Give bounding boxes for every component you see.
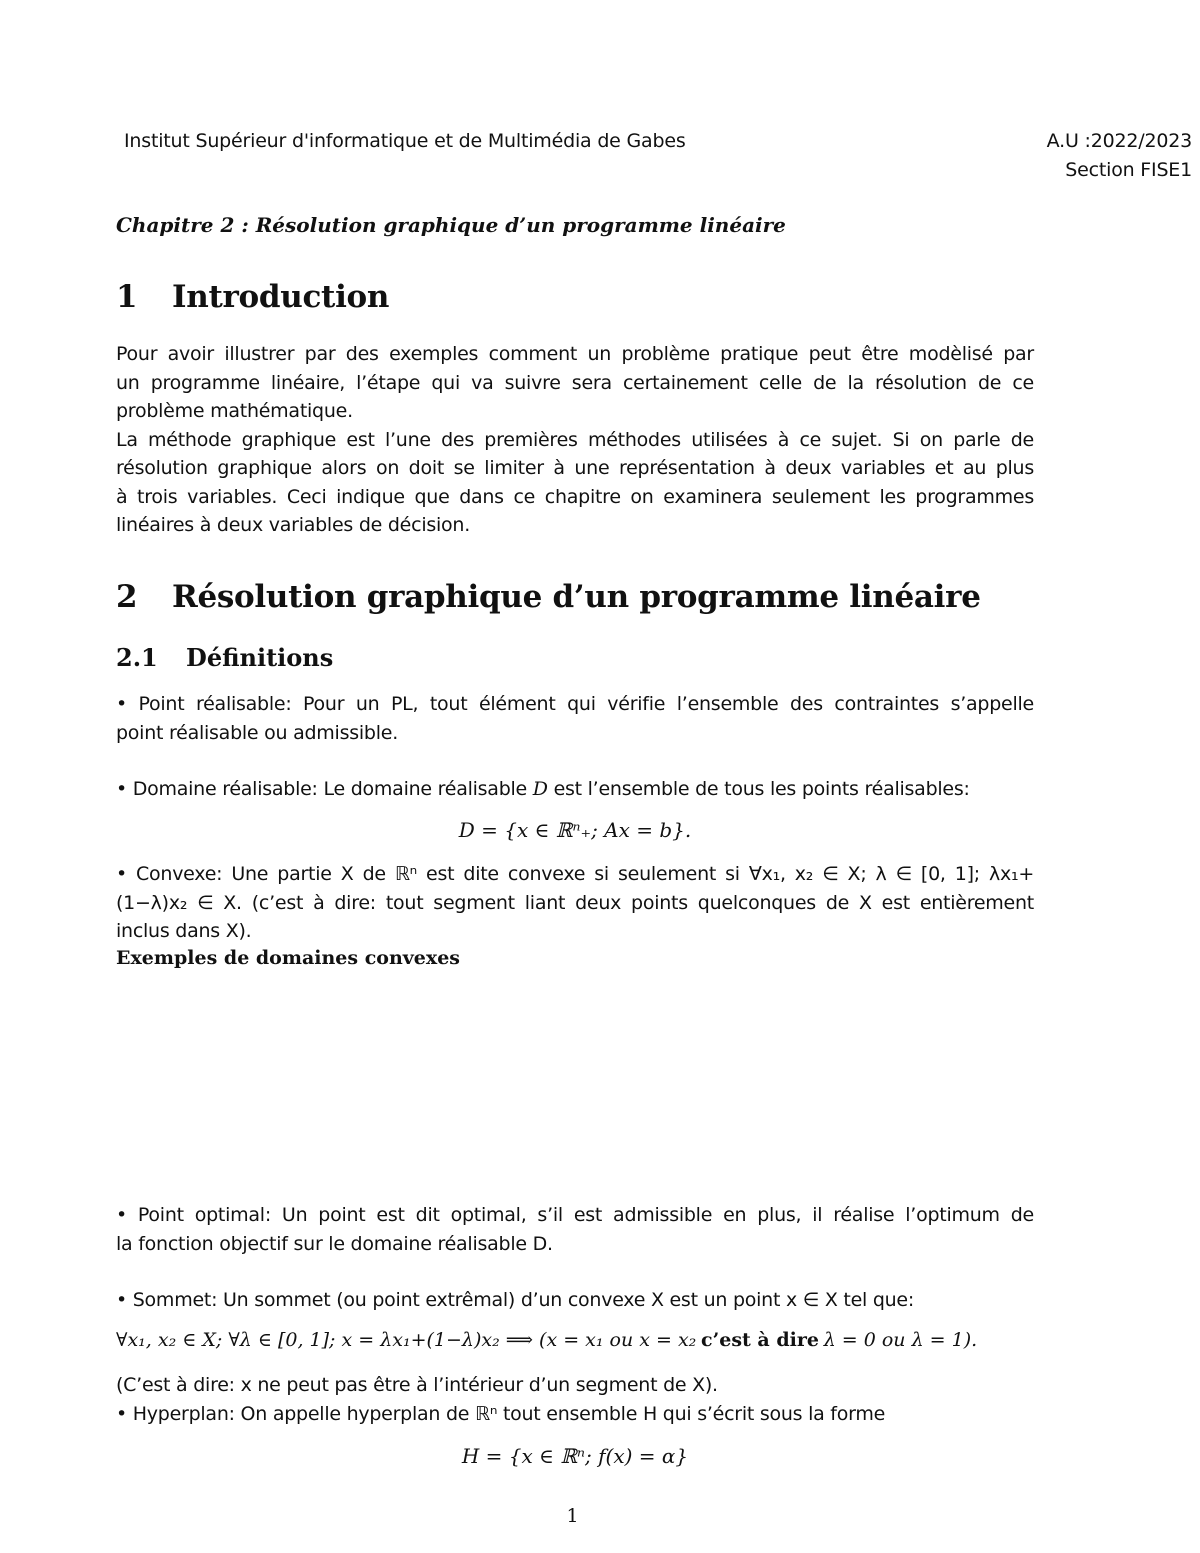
text-line: un programme linéaire, l’étape qui va suivre sera certainement celle de la résolution de ce bbox=[116, 371, 1034, 394]
definition-convexe bbox=[116, 860, 1034, 946]
text-line: • Sommet: Un sommet (ou point extrêmal) d’un convexe X est un point x ∈ X tel que: bbox=[116, 1289, 915, 1311]
text-line: (C’est à dire: x ne peut pas être à l’intérieur d’un segment de X). bbox=[116, 1374, 718, 1396]
definition-hyperplan bbox=[116, 1400, 1034, 1429]
text-line: • Point optimal: Un point est dit optimal, s’il est admissible en plus, il réalise l’optimum de bbox=[116, 1204, 1034, 1226]
text-line: (1−λ)x₂ ∈ X. (c’est à dire: tout segment liant deux points quelconques de X est entièrement bbox=[116, 891, 1034, 914]
text-line: • Hyperplan: On appelle hyperplan de ℝⁿ tout ensemble H qui s’écrit sous la forme bbox=[116, 1403, 886, 1425]
formula-sommet bbox=[116, 1329, 977, 1352]
introduction-paragraph bbox=[116, 340, 1034, 540]
sommet-note bbox=[116, 1371, 1034, 1400]
section-1-heading bbox=[116, 279, 389, 315]
section-label: Section FISE1 bbox=[1065, 159, 1192, 181]
text-line: La méthode graphique est l’une des premières méthodes utilisées à ce sujet. Si on parle de bbox=[116, 428, 1034, 451]
definition-domaine-realisable bbox=[116, 775, 1034, 804]
definition-point-realisable bbox=[116, 690, 1034, 747]
examples-heading: Exemples de domaines convexes bbox=[116, 947, 460, 969]
text-line: • Convexe: Une partie X de ℝⁿ est dite convexe si seulement si ∀x₁, x₂ ∈ X; λ ∈ [0, 1]; λx₁+ bbox=[116, 863, 1034, 885]
academic-year: A.U :2022/2023 bbox=[1046, 130, 1192, 152]
math-bold-text: c’est à dire bbox=[701, 1329, 819, 1351]
subsection-title: Définitions bbox=[186, 643, 334, 672]
text-line: résolution graphique alors on doit se limiter à une représentation à deux variables et au plus bbox=[116, 457, 1034, 479]
formula-domain: D = {x ∈ ℝⁿ₊; Ax = b}. bbox=[458, 818, 692, 842]
formula-hyperplan: H = {x ∈ ℝⁿ; f(x) = α} bbox=[461, 1444, 689, 1468]
subsection-number: 2.1 bbox=[116, 643, 158, 672]
section-number: 2 bbox=[116, 579, 138, 615]
section-2-heading bbox=[116, 579, 981, 615]
text-line: inclus dans X). bbox=[116, 920, 252, 942]
text-fragment: est l’ensemble de tous les points réalisables: bbox=[553, 778, 970, 800]
text-fragment: • Domaine réalisable: Le domaine réalisable bbox=[116, 778, 527, 800]
subsection-2-1-heading bbox=[116, 643, 333, 672]
text-line: la fonction objectif sur le domaine réalisable D. bbox=[116, 1232, 553, 1255]
text-line: problème mathématique. bbox=[116, 400, 353, 422]
text-line: • Point réalisable: Pour un PL, tout élément qui vérifie l’ensemble des contraintes s’appelle bbox=[116, 693, 1034, 715]
text-line: linéaires à deux variables de décision. bbox=[116, 514, 470, 536]
section-title: Introduction bbox=[172, 279, 390, 315]
page-number: 1 bbox=[566, 1505, 579, 1527]
definition-sommet bbox=[116, 1286, 1034, 1315]
text-line: point réalisable ou admissible. bbox=[116, 721, 398, 744]
math-fragment: λ = 0 ou λ = 1). bbox=[823, 1329, 978, 1351]
definition-point-optimal bbox=[116, 1201, 1034, 1258]
math-fragment: ∀x₁, x₂ ∈ X; ∀λ ∈ [0, 1]; x = λx₁+(1−λ)x₂ ⟹ (x = x₁ ou x = x₂ bbox=[116, 1329, 697, 1351]
institution-name: Institut Supérieur d'informatique et de Multimédia de Gabes bbox=[124, 130, 686, 152]
text-line: à trois variables. Ceci indique que dans ce chapitre on examinera seulement les programmes bbox=[116, 485, 1034, 508]
math-variable: D bbox=[532, 778, 548, 800]
section-title: Résolution graphique d’un programme linéaire bbox=[172, 579, 981, 615]
chapter-title: Chapitre 2 : Résolution graphique d’un programme linéaire bbox=[116, 213, 786, 237]
text-line: Pour avoir illustrer par des exemples comment un problème pratique peut être modèlisé par bbox=[116, 343, 1034, 365]
section-number: 1 bbox=[116, 279, 138, 315]
